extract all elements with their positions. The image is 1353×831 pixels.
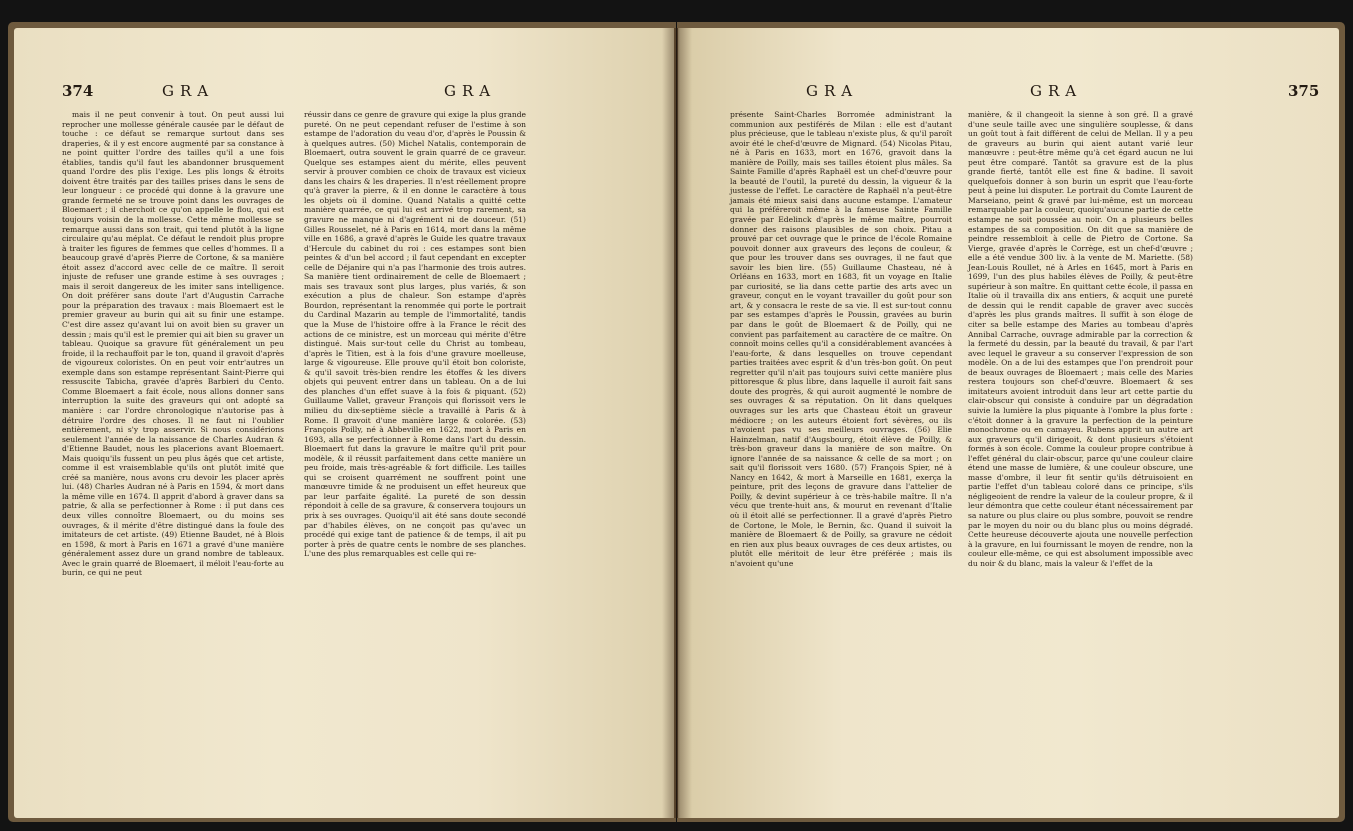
book-gutter [662, 28, 692, 818]
open-book [8, 22, 1345, 822]
running-head: GRA [1030, 82, 1083, 100]
running-head: GRA [162, 82, 215, 100]
text-column-left [730, 110, 952, 568]
right-page [678, 28, 1339, 818]
page-number: 374 [62, 82, 94, 100]
body-text: réussir dans ce genre de gravure qui exige la plus grande pureté. On ne peut cependant refuser de l'estime à son estampe de l'adoration du veau d'or, d'après le Poussin & à quelques autres. (50) Michel Natalis, contemporain de Bloemaert, outra souvent le grain quarré de ce graveur. Quelque ses estampes aient du mérite, elles peuvent servir à prouver combien ce choix de travaux est vicieux dans les chairs & les draperies. Il n'est réellement propre qu'à graver la pierre, & il en donne le caractère à tous les objets où il domine. Quand Natalis a quitté cette manière quarrée, ce qui lui est arrivé trop rarement, sa gravure ne manque ni d'agrément ni de douceur. (51) Gilles Rousselet, né à Paris en 1614, mort dans la même ville en 1686, a gravé d'après le Guide les quatre travaux d'Hercule du cabinet du roi : ces estampes sont bien peintes & d'un bel accord ; il faut cependant en excepter celle de Déjanire qui n'a pas l'harmonie des trois autres. Sa manière tient ordinairement de celle de Bloemaert ; mais ses travaux sont plus larges, plus variés, & son exécution a plus de chaleur. Son estampe d'après Bourdon, représentant la renommée qui porte le portrait du Cardinal Mazarin au temple de l'immortalité, tandis que la Muse de l'histoire offre à la France le récit des actions de ce ministre, est un morceau qui mérite d'être distingué. Mais sur-tout celle du Christ au tombeau, d'après le Titien, est à la fois d'une gravure moelleuse, large & vigoureuse. Elle prouve qu'il étoit bon coloriste, & qu'il savoit très-bien rendre les étoffes & les divers objets qui peuvent entrer dans un tableau. On a de lui des planches d'un effet suave à la fois & piquant. (52) Guillaume Vallet, graveur François qui florissoit vers le milieu du dix-septième siècle a travaillé à Paris & à Rome. Il gravoit d'une manière large & colorée. (53) François Poilly, né à Abbeville en 1622, mort à Paris en 1693, alla se perfectionner à Rome dans l'art du dessin. Bloemaert fut dans la gravure le maître qu'il prit pour modèle, & il réussit parfaitement dans cette manière un peu froide, mais très-agréable & fort difficile. Les tailles qui se croisent quarrément ne souffrent point une manœuvre timide & ne produisent un effet heureux que par leur parfaite égalité. La pureté de son dessin répondoit à celle de sa gravure, & conservera toujours un prix à ses ouvrages. Quoiqu'il ait été sans doute secondé par d'habiles élèves, on ne conçoit pas qu'avec un procédé qui exige tant de patience & de temps, il ait pu porter à près de quatre cents le nombre de ses planches. L'une des plus remarquables est celle qui re- [304, 110, 526, 559]
left-page [14, 28, 674, 818]
body-text: manière, & il changeoit la sienne à son gré. Il a gravé d'une seule taille avec une singulière souplesse, & dans un goût tout à fait différent de celui de Mellan. Il y a peu de graveurs au burin qui aient autant varié leur manœuvre : peut-être même qu'à cet égard aucun ne lui peut être comparé. Tantôt sa gravure est de la plus grande fierté, tantôt elle est fine & badine. Il savoit quelquefois donner à son burin un esprit que l'eau-forte peut à peine lui disputer. Le portrait du Comte Laurent de Marseiano, peint & gravé par lui-même, est un morceau remarquable par la couleur, quoiqu'aucune partie de cette estampe ne soit poussée au noir. On a plusieurs belles estampes de sa composition. On dit que sa manière de peindre ressembloit à celle de Pietro de Cortone. Sa Vierge, gravée d'après le Corrège, est un chef-d'œuvre ; elle a été vendue 300 liv. à la vente de M. Mariette. (58) Jean-Louis Roullet, né à Arles en 1645, mort à Paris en 1699, l'un des plus habiles élèves de Poilly, & peut-être supérieur à son maître. En quittant cette école, il passa en Italie où il travailla dix ans entiers, & acquit une pureté de dessin qui le rendit capable de graver avec succès d'après les plus grands maîtres. Il suffit à son éloge de citer sa belle estampe des Maries au tombeau d'après Annibal Carrache, ouvrage admirable par la correction & la fermeté du dessin, par la beauté du travail, & par l'art avec lequel le graveur a su conserver l'expression de son modèle. On a de lui des estampes que l'on prendroit pour de beaux ouvrages de Bloemaert ; mais celle des Maries restera toujours son chef-d'œuvre. Bloemaert & ses imitateurs avoient introduit dans leur art cette partie du clair-obscur qui consiste à conduire par un dégradation suivie la lumière la plus piquante à l'ombre la plus forte : c'étoit donner à la gravure la perfection de la peinture monochrome ou en camayeu. Rubens apprit un autre art aux graveurs qu'il dirigeoit, & dont plusieurs s'étoient formés à son école. Comme la couleur propre contribue à l'effet général du clair-obscur, parce qu'une couleur claire étend une masse de lumière, & une couleur obscure, une masse d'ombre, il leur fit sentir qu'ils détruisoient en partie l'effet d'un tableau coloré dans ce principe, s'ils négligeoient de rendre la valeur de la couleur propre, & il leur démontra que cette couleur étant nécessairement par sa nature ou plus claire ou plus sombre, pouvoit se rendre par le moyen du noir ou du blanc plus ou moins dégradé. Cette heureuse découverte ajouta une nouvelle perfection à la gravure, en lui fournissant le moyen de rendre, non la couleur elle-même, ce qui est absolument impossible avec du noir & du blanc, mais la valeur & l'effet de la [968, 110, 1193, 568]
body-text: présente Saint-Charles Borromée administrant la communion aux pestiférés de Milan : elle est d'autant plus précieuse, que le tableau n'existe plus, & qu'il paroît avoir été le chef-d'œuvre de Mignard. (54) Nicolas Pitau, né à Paris en 1633, mort en 1676, gravoit dans la manière de Poilly, mais ses tailles étoient plus mâles. Sa Sainte Famille d'après Raphaël est un chef-d'œuvre pour la beauté de l'outil, la pureté du dessin, la vigueur & la justesse de l'effet. Le caractère de Raphaël n'a peut-être jamais été mieux saisi dans aucune estampe. L'amateur qui la préféreroit même à la fameuse Sainte Famille gravée par Edelinck d'après le même maître, pourroit donner des raisons plausibles de son choix. Pitau a prouvé par cet ouvrage que le prince de l'école Romaine pouvoit donner aux graveurs des leçons de couleur, & que pour les trouver dans ses ouvrages, il ne faut que savoir les bien lire. (55) Guillaume Chasteau, né à Orléans en 1633, mort en 1683, fit un voyage en Italie par curiosité, se lia dans cette partie des arts avec un graveur, conçut en le voyant travailler du goût pour son art, & y consacra le reste de sa vie. Il est sur-tout connu par ses estampes d'après le Poussin, gravées au burin par dans le goût de Bloemaert & de Poilly, qui ne convient pas parfaitement au caractère de ce maître. On connoît moins celles qu'il a considérablement avancées à l'eau-forte, & dans lesquelles on trouve cependant parties traitées avec esprit & d'un très-bon goût. On peut regretter qu'il n'ait pas toujours suivi cette manière plus pittoresque & plus libre, dans laquelle il auroit fait sans doute des progrès, & qui auroit augmenté le nombre de ses ouvrages & sa réputation. On lit dans quelques ouvrages sur les arts que Chasteau étoit un graveur médiocre ; on les auteurs étoient fort sévères, ou ils n'avoient pas vu ses meilleurs ouvrages. (56) Elie Hainzelman, natif d'Augsbourg, étoit élève de Poilly, & très-bon graveur dans la manière de son maître. On ignore l'année de sa naissance & celle de sa mort ; on sait qu'il florissoit vers 1680. (57) François Spier, né à Nancy en 1642, & mort à Marseille en 1681, exerça la peinture, prit des leçons de gravure dans l'attelier de Poilly, & devint supérieur à ce très-habile maître. Il n'a vécu que trente-huit ans, & mourut en revenant d'Italie où il étoit allé se perfectionner. Il a gravé d'après Pietro de Cortone, le Mole, le Bernin, &c. Quand il suivoit la manière de Bloemaert & de Poilly, sa gravure ne cédoit en rien aux plus beaux ouvrages de ces deux artistes, ou plutôt elle méritoit de leur être préférée ; mais ils n'avoient qu'une [730, 110, 952, 568]
running-head: GRA [806, 82, 859, 100]
text-column-left [62, 110, 284, 578]
page-number: 375 [1288, 82, 1320, 100]
body-text: mais il ne peut convenir à tout. On peut aussi lui reprocher une mollesse générale causée par le défaut de touche : ce défaut se remarque surtout dans ses draperies, & il y est encore augmenté par sa constance à ne point quitter l'ordre des tailles qu'il a une fois établies, tandis qu'il faut les abandonner brusquement quand l'ordre des plis l'exige. Les plis longs & étroits doivent être traités par des tailles prises dans le sens de leur longueur : ce procédé qui donne à la gravure une grande fermeté ne se trouve point dans les ouvrages de Bloemaert ; il cherchoit ce qu'on appelle le flou, qui est toujours voisin de la mollesse. Cette même mollesse se remarque aussi dans son trait, qui tend plutôt à la ligne circulaire qu'au méplat. Ce défaut le rendoit plus propre à traiter les figures de femmes que celles d'hommes. Il a beaucoup gravé d'après Pierre de Cortone, & sa manière étoit assez d'accord avec celle de ce maître. Il seroit injuste de refuser une grande estime à ses ouvrages ; mais il seroit dangereux de les imiter sans intelligence. On doit préférer sans doute l'art d'Augustin Carrache pour la préparation des travaux : mais Bloemaert est le premier graveur au burin qui ait su finir une estampe. C'est dire assez qu'avant lui on avoit bien su graver un dessin ; mais qu'il est le premier qui ait bien su graver un tableau. Quoique sa gravure fût généralement un peu froide, il la rechauffoit par le ton, quand il gravoit d'après de vigoureux coloristes. On en peut voir entr'autres un exemple dans son estampe représentant Saint-Pierre qui ressuscite Tabicha, gravée d'après Barbieri du Cento. Comme Bloemaert a fait école, nous allons donner sans interruption la suite des graveurs qui ont adopté sa manière : car l'ordre chronologique n'autorise pas à détruire l'ordre des choses. Il ne faut ni l'oublier entièrement, ni s'y trop asservir. Si nous considérions seulement l'année de la naissance de Charles Audran & d'Etienne Baudet, nous les placerions avant Bloemaert. Mais quoiqu'ils fussent un peu plus âgés que cet artiste, comme il est vraisemblable qu'ils ont plutôt imité que créé sa manière, nous avons cru devoir les placer après lui. (48) Charles Audran né à Paris en 1594, & mort dans la même ville en 1674. Il apprit d'abord à graver dans sa patrie, & alla se perfectionner à Rome : il put dans ces deux villes connoître Bloemaert, ou du moins ses ouvrages, & il mérite d'être distingué dans la foule des imitateurs de cet artiste. (49) Etienne Baudet, né à Blois en 1598, & mort à Paris en 1671 a gravé d'une manière généralement assez dure un grand nombre de tableaux. Avec le grain quarré de Bloemaert, il méloit l'eau-forte au burin, ce qui ne peut [62, 110, 284, 578]
text-column-right [304, 110, 526, 559]
running-head: GRA [444, 82, 497, 100]
text-column-right [968, 110, 1193, 568]
